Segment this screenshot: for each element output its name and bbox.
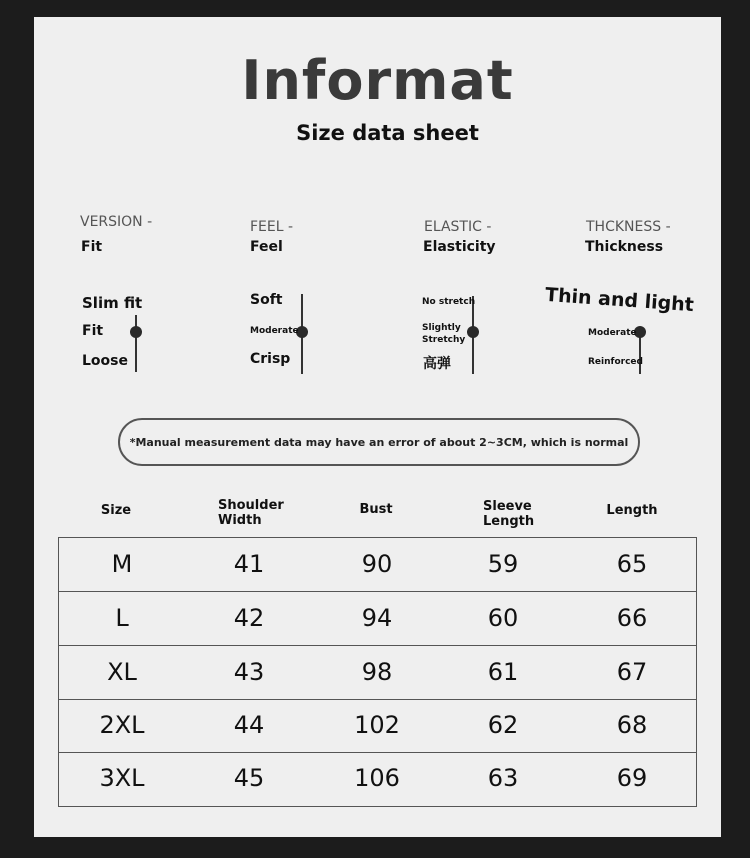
cell-bust: 90	[361, 550, 393, 578]
header-bust: Bust	[359, 502, 393, 517]
cell-sleeve: 62	[487, 711, 519, 739]
cell-shoulder: 44	[233, 711, 265, 739]
fit-level-loose: Loose	[82, 353, 128, 369]
feel-level-crisp: Crisp	[250, 351, 291, 367]
cell-size: 2XL	[99, 711, 145, 739]
header-size: Size	[100, 503, 132, 518]
feel-heading: FEEL -	[250, 219, 294, 235]
cell-bust: 94	[361, 604, 393, 632]
elastic-heading: ELASTIC -	[424, 219, 492, 235]
feel-level-soft: Soft	[250, 292, 283, 308]
size-table	[58, 537, 697, 807]
cell-sleeve: 59	[487, 550, 519, 578]
cell-shoulder: 43	[233, 658, 265, 686]
feel-label: Feel	[250, 239, 283, 255]
table-row	[59, 752, 696, 805]
elastic-level-slightly-stretchy: Slightly Stretchy	[422, 323, 466, 345]
fit-label: Fit	[81, 239, 103, 255]
page-subtitle: Size data sheet	[296, 121, 479, 145]
cell-shoulder: 42	[233, 604, 265, 632]
measurement-notice: *Manual measurement data may have an error of about 2~3CM, which is normal	[118, 418, 640, 466]
fit-indicator	[130, 326, 142, 338]
cell-sleeve: 60	[487, 604, 519, 632]
elasticity-label: Elasticity	[423, 239, 496, 255]
cell-bust: 106	[354, 764, 400, 792]
header-length: Length	[606, 503, 658, 518]
feel-level-moderate: Moderate	[250, 326, 299, 336]
table-row	[59, 646, 696, 699]
cell-sleeve: 61	[487, 658, 519, 686]
page-title: Informat	[241, 49, 514, 112]
size-sheet	[34, 17, 721, 837]
cell-bust: 98	[361, 658, 393, 686]
thickness-label: Thickness	[585, 239, 664, 255]
cell-size: L	[115, 604, 129, 632]
cell-size: XL	[107, 658, 137, 686]
table-row	[59, 592, 696, 645]
cell-sleeve: 63	[487, 764, 519, 792]
thickness-level-moderate: Moderate	[588, 328, 637, 338]
fit-level-fit: Fit	[82, 323, 104, 339]
table-row	[59, 699, 696, 752]
table-row	[59, 538, 696, 591]
thickness-heading: THCKNESS -	[586, 219, 671, 235]
cell-shoulder: 45	[233, 764, 265, 792]
cell-length: 68	[616, 711, 648, 739]
header-sleeve-length: Sleeve Length	[483, 499, 535, 529]
cell-length: 67	[616, 658, 648, 686]
thickness-level-reinforced: Reinforced	[588, 357, 643, 367]
cell-length: 65	[616, 550, 648, 578]
cell-size: M	[111, 550, 133, 578]
cell-length: 66	[616, 604, 648, 632]
cell-bust: 102	[354, 711, 400, 739]
version-heading: VERSION -	[80, 214, 153, 230]
fit-level-slim: Slim fit	[82, 294, 143, 312]
thickness-level-thin: Thin and light	[544, 283, 695, 317]
elastic-level-no-stretch: No stretch	[422, 297, 476, 307]
cell-size: 3XL	[99, 764, 145, 792]
elastic-level-high: 高弹	[423, 356, 451, 372]
cell-length: 69	[616, 764, 648, 792]
fit-scale-line	[135, 315, 137, 372]
elastic-indicator	[467, 326, 479, 338]
header-shoulder-width: Shoulder Width	[218, 498, 284, 528]
cell-shoulder: 41	[233, 550, 265, 578]
